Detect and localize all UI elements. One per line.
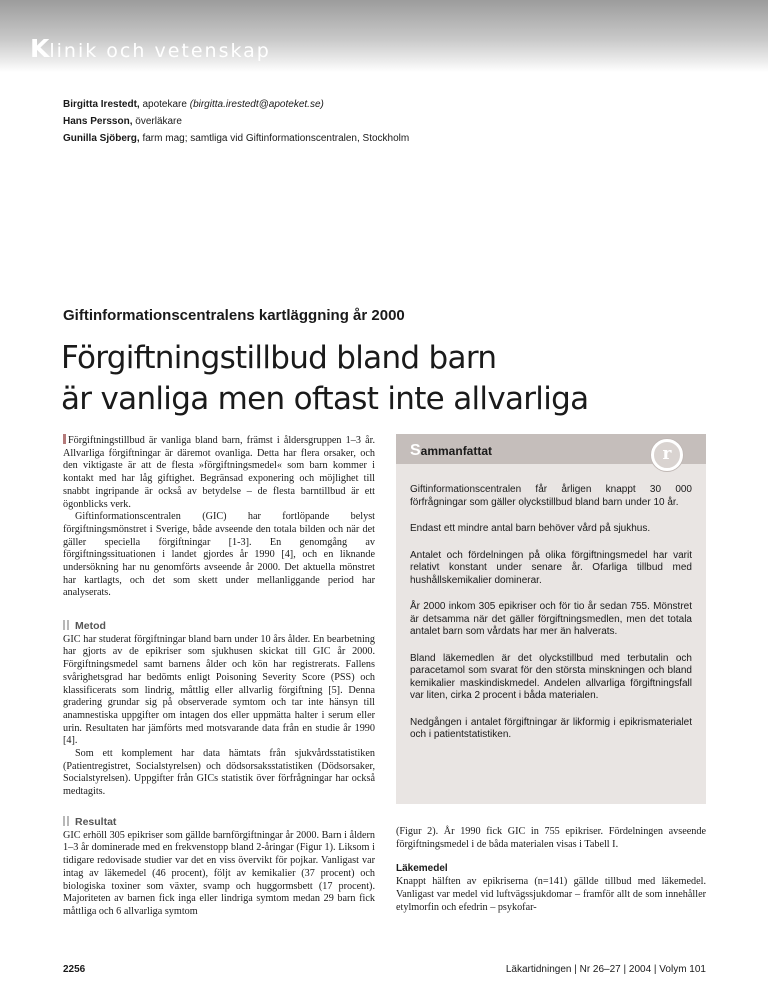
heading-bars-icon bbox=[63, 620, 73, 630]
summary-item: År 2000 inkom 305 epikriser och för tio år sedan 755. Mönstret är detsamma när det gäller förgiftningsmedlen, men det totala antalet barn som vårdats har mer än halverats. bbox=[410, 601, 692, 637]
method-paragraph: GIC har studerat förgiftningar bland barn under 10 års ålder. En bearbetning har gjorts av de epikriser som sjukhusen skickat till GIC år 2000. Förgiftningsmedel samt barnens ålder och kön har registrerats. Fallens svårighetsgrad har bedömts enligt Poisoning Severity Score (PSS) och klassificerats som lindrig, måttlig eller allvarlig förgiftning [5]. Denna gradering grundar sig på observerade symtom och tar inte hänsyn till anamnestiska uppgifter om intagen dos eller uppmätta halter i serum eller urin. Resultaten har jämförts med motsvarande data från en studie år 1990 [4]. bbox=[63, 633, 375, 747]
intro-paragraph: Giftinformationscentralen (GIC) har fortlöpande belyst förgiftningsmönstret i Sverige, både avseende den totala bilden och när det gäller speciella förgiftningar [1-3]. En genomgång av förgiftningssituationen i landet gjordes år 1990 [4], och en liknande undersökning har nu genomförts avseende år 2000. Det aktuella mönstret har kartlagts, och det som skett under mellanliggande period har analyserats. bbox=[63, 511, 375, 599]
section-title-initial: K bbox=[30, 34, 50, 63]
author-role: apotekare bbox=[139, 99, 190, 110]
author-name: Birgitta Irestedt, bbox=[63, 99, 140, 110]
author-list bbox=[63, 96, 409, 147]
summary-box bbox=[396, 434, 706, 804]
author-email: (birgitta.irestedt@apoteket.se) bbox=[189, 99, 324, 110]
right-paragraph: (Figur 2). År 1990 fick GIC in 755 epikriser. Fördelningen avseende förgiftningsmedel i de båda materialen visas i Tabell I. bbox=[396, 826, 706, 850]
summary-title-initial: S bbox=[410, 442, 421, 459]
results-section bbox=[63, 816, 375, 919]
headline-line-2: är vanliga men oftast inte allvarliga bbox=[61, 381, 589, 417]
refereed-badge-icon: r bbox=[651, 439, 683, 471]
summary-item: Giftinformationscentralen får årligen knappt 30 000 förfrågningar som gäller olyckstillbud bland barn under 10 år. bbox=[410, 484, 692, 508]
author-line bbox=[63, 130, 409, 147]
intro-text: Förgiftningstillbud är vanliga bland barn, främst i åldersgruppen 1–3 år. Allvarliga förgiftningar är däremot ovanliga. Detta har flera orsaker, och den viktigaste är att de flesta »förgiftningsmedel« som barn kommer i kontakt med har låg giftighet. Begränsad exponering och möjlighet till snabbt ingripande är också av betydelse – de flesta barntillbud är ett ögonblicks verk. bbox=[63, 435, 375, 510]
author-line bbox=[63, 96, 409, 113]
section-title bbox=[30, 34, 271, 63]
author-name: Gunilla Sjöberg, bbox=[63, 133, 140, 144]
method-section bbox=[63, 620, 375, 799]
article-headline bbox=[61, 338, 721, 420]
results-paragraph: GIC erhöll 305 epikriser som gällde barnförgiftningar år 2000. Barn i åldern 1–3 år dominerade med en frekvenstopp bland 2-åringar (Figur 1). Liksom i tidigare redovisade studier var det en viss övervikt för pojkar. Vanligast var intag av läkemedel (46 procent), följt av kemikalier (37 procent) och biologiska toxiner som växter, svamp och huggormsbett (17 procent). Majoriteten av barnen fick inga eller lindriga symtom medan 29 barn fick måttliga och 6 allvarliga symtom bbox=[63, 829, 375, 917]
lead-bar-icon bbox=[63, 434, 66, 444]
results-heading-text: Resultat bbox=[75, 816, 117, 828]
author-line bbox=[63, 113, 409, 130]
right-column bbox=[396, 826, 706, 914]
summary-body bbox=[410, 484, 692, 756]
right-paragraph: Knappt hälften av epikriserna (n=141) gällde tillbud med läkemedel. Vanligast var medel vid luftvägssjukdomar – framför allt de som innehåller etylmorfin och efedrin – psykofar- bbox=[396, 876, 706, 913]
summary-title bbox=[410, 442, 492, 460]
summary-item: Antalet och fördelningen på olika förgiftningsmedel har varit relativt konstant under senare år. Ofarliga tillbud med hushållskemikalier dominerar. bbox=[410, 549, 692, 586]
summary-title-bar bbox=[396, 434, 706, 464]
author-name: Hans Persson, bbox=[63, 116, 133, 127]
heading-bars-icon bbox=[63, 816, 73, 826]
intro-paragraph bbox=[63, 434, 375, 511]
summary-item: Nedgången i antalet förgiftningar är likformig i epikrismaterialet och i patientstatistiken. bbox=[410, 716, 692, 740]
kicker: Giftinformationscentralens kartläggning år 2000 bbox=[63, 307, 405, 324]
headline-line-1: Förgiftningstillbud bland barn bbox=[61, 340, 497, 376]
author-role: farm mag; samtliga vid Giftinformationscentralen, Stockholm bbox=[139, 133, 410, 144]
drugs-heading: Läkemedel bbox=[396, 863, 448, 875]
method-paragraph: Som ett komplement har data hämtats från sjukvårdsstatistiken (Patientregistret, Socialstyrelsen) och dödsorsaksstatistiken (Dödsorsaker, Socialstyrelsen). Uppgifter från GICs statistik över förfrågningar har också medtagits. bbox=[63, 748, 375, 798]
section-title-rest: linik och vetenskap bbox=[49, 40, 271, 62]
summary-item: Bland läkemedlen är det olyckstillbud med terbutalin och paracetamol som svarat för den största minskningen och bland kemikalier maskindiskmedel. Andelen allvarliga förgiftningsfall var liten, cirka 2 procent i båda materialen. bbox=[410, 652, 692, 701]
intro-column bbox=[63, 434, 375, 600]
method-heading bbox=[63, 620, 375, 633]
summary-title-rest: ammanfattat bbox=[420, 444, 493, 458]
page-number: 2256 bbox=[63, 964, 86, 975]
results-heading bbox=[63, 816, 375, 829]
summary-item: Endast ett mindre antal barn behöver vård på sjukhus. bbox=[410, 523, 651, 534]
method-heading-text: Metod bbox=[75, 620, 106, 632]
author-role: överläkare bbox=[132, 116, 182, 127]
journal-footer: Läkartidningen | Nr 26–27 | 2004 | Volym 101 bbox=[505, 964, 706, 975]
